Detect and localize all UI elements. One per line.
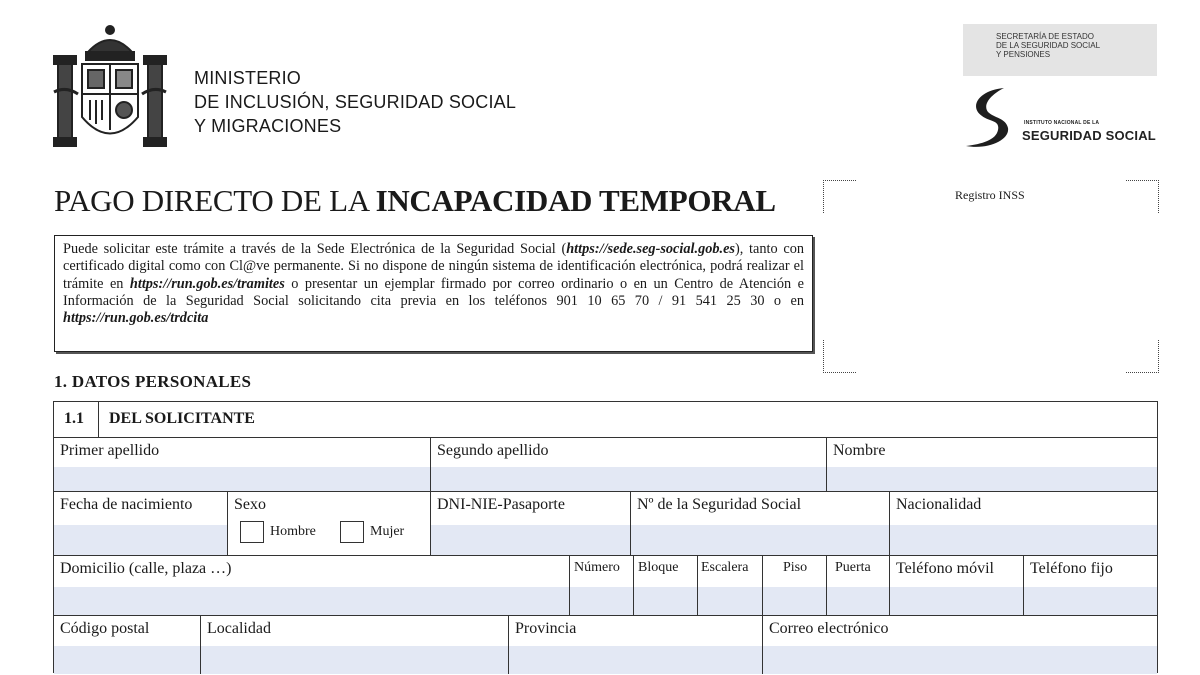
secretaria-line-1: SECRETARÍA DE ESTADO: [996, 32, 1094, 41]
escalera-field[interactable]: [698, 556, 763, 616]
field-fill: [631, 525, 889, 555]
field-fill: [54, 525, 227, 555]
nss-field[interactable]: [631, 492, 890, 556]
nombre-label: Nombre: [833, 442, 886, 459]
title-bold: INCAPACIDAD TEMPORAL: [375, 183, 776, 218]
sexo-field: [228, 492, 431, 556]
secretaria-line-3: Y PENSIONES: [996, 50, 1051, 59]
segundo-apellido-field[interactable]: [431, 438, 827, 492]
bloque-label: Bloque: [638, 560, 679, 575]
correo-field[interactable]: [763, 616, 1157, 674]
bloque-field[interactable]: [634, 556, 698, 616]
puerta-label: Puerta: [835, 560, 871, 575]
field-fill: [509, 646, 762, 674]
secretaria-text: [996, 32, 1100, 59]
field-fill: [634, 587, 697, 615]
field-fill: [570, 587, 633, 615]
info-text-1: Puede solicitar este trámite a través de la Sede Electrónica de la Seguridad Social (: [63, 241, 567, 257]
personal-data-form: [53, 401, 1158, 673]
correo-label: Correo electrónico: [769, 620, 889, 637]
link-tramites[interactable]: https://run.gob.es/tramites: [129, 275, 285, 292]
registro-corner: [1126, 340, 1159, 373]
coat-of-arms-logo: [50, 22, 170, 152]
section-title: 1. DATOS PERSONALES: [54, 372, 252, 391]
field-fill: [431, 525, 630, 555]
subsection-title: DEL SOLICITANTE: [109, 410, 255, 427]
field-fill: [763, 646, 1157, 674]
registro-corner: [1126, 180, 1159, 213]
link-cita[interactable]: https://run.gob.es/trdcita: [63, 310, 209, 327]
escalera-label: Escalera: [701, 560, 749, 575]
link-sede[interactable]: https://sede.seg-social.gob.es: [566, 241, 735, 257]
field-fill: [201, 646, 508, 674]
nacionalidad-field[interactable]: [890, 492, 1157, 556]
ministry-line-2: DE INCLUSIÓN, SEGURIDAD SOCIAL: [194, 92, 517, 112]
nss-label: Nº de la Seguridad Social: [637, 496, 802, 513]
field-fill: [1024, 587, 1157, 615]
info-notice-box: [54, 235, 813, 352]
fecha-nacimiento-field[interactable]: [54, 492, 228, 556]
registro-corner: [823, 180, 856, 213]
field-fill: [431, 467, 826, 491]
ministry-name: [194, 66, 516, 138]
mujer-label: Mujer: [370, 524, 405, 539]
hombre-label: Hombre: [270, 524, 316, 539]
telefono-movil-label: Teléfono móvil: [896, 560, 994, 577]
domicilio-field[interactable]: [54, 556, 570, 616]
localidad-field[interactable]: [201, 616, 509, 674]
info-text-2: ), tanto con certificado digital como con Cl@ve permanente. Si no dispone de ningún sistema de identificación electrónica, podrá realizar el trámite en: [63, 241, 805, 292]
info-notice-text: [63, 241, 804, 327]
codigo-postal-label: Código postal: [60, 620, 150, 637]
sexo-hombre-option[interactable]: [240, 521, 316, 543]
field-fill: [827, 467, 1157, 491]
field-fill: [54, 587, 569, 615]
piso-field[interactable]: [763, 556, 827, 616]
localidad-label: Localidad: [207, 620, 271, 637]
nacionalidad-label: Nacionalidad: [896, 496, 982, 513]
primer-apellido-field[interactable]: [54, 438, 431, 492]
title-normal: PAGO DIRECTO DE LA: [54, 183, 376, 218]
inss-subtitle: INSTITUTO NACIONAL DE LA: [1024, 120, 1100, 126]
telefono-fijo-label: Teléfono fijo: [1030, 560, 1113, 577]
field-fill: [763, 587, 826, 615]
puerta-field[interactable]: [827, 556, 890, 616]
piso-label: Piso: [783, 560, 808, 575]
hombre-checkbox[interactable]: [240, 521, 264, 543]
registro-label: Registro INSS: [955, 188, 1025, 202]
domicilio-label: Domicilio (calle, plaza …): [60, 560, 232, 577]
ministry-line-1: MINISTERIO: [194, 68, 302, 88]
field-fill: [890, 525, 1157, 555]
numero-label: Número: [574, 560, 620, 575]
segundo-apellido-label: Segundo apellido: [437, 442, 549, 459]
ministry-line-3: Y MIGRACIONES: [194, 116, 342, 136]
dni-label: DNI-NIE-Pasaporte: [437, 496, 565, 513]
secretaria-line-2: DE LA SEGURIDAD SOCIAL: [996, 41, 1101, 50]
provincia-field[interactable]: [509, 616, 763, 674]
info-text-3: o presentar un ejemplar firmado por correo ordinario o en un Centro de Atención e Información de la Seguridad Social solicitando cita previa en los teléfonos 901 10 65 70 / 91 541 25 30 o en: [63, 275, 804, 309]
telefono-movil-field[interactable]: [890, 556, 1024, 616]
fecha-nacimiento-label: Fecha de nacimiento: [60, 496, 193, 513]
codigo-postal-field[interactable]: [54, 616, 201, 674]
field-fill: [827, 587, 889, 615]
primer-apellido-label: Primer apellido: [60, 442, 160, 459]
nombre-field[interactable]: [827, 438, 1157, 492]
field-fill: [890, 587, 1023, 615]
mujer-checkbox[interactable]: [340, 521, 364, 543]
field-fill: [54, 467, 430, 491]
dni-field[interactable]: [431, 492, 631, 556]
sexo-label: Sexo: [234, 496, 266, 513]
numero-field[interactable]: [570, 556, 634, 616]
field-fill: [54, 646, 200, 674]
subsection-number-cell: [54, 402, 99, 438]
field-fill: [698, 587, 762, 615]
sexo-mujer-option[interactable]: [340, 521, 404, 543]
subsection-number: 1.1: [64, 410, 84, 427]
provincia-label: Provincia: [515, 620, 577, 637]
registro-corner: [823, 340, 856, 373]
subsection-title-cell: [99, 402, 1157, 438]
seguridad-social-logo-icon: [960, 84, 1020, 150]
page-title: [54, 183, 776, 219]
inss-title: SEGURIDAD SOCIAL: [1022, 128, 1156, 143]
telefono-fijo-field[interactable]: [1024, 556, 1157, 616]
